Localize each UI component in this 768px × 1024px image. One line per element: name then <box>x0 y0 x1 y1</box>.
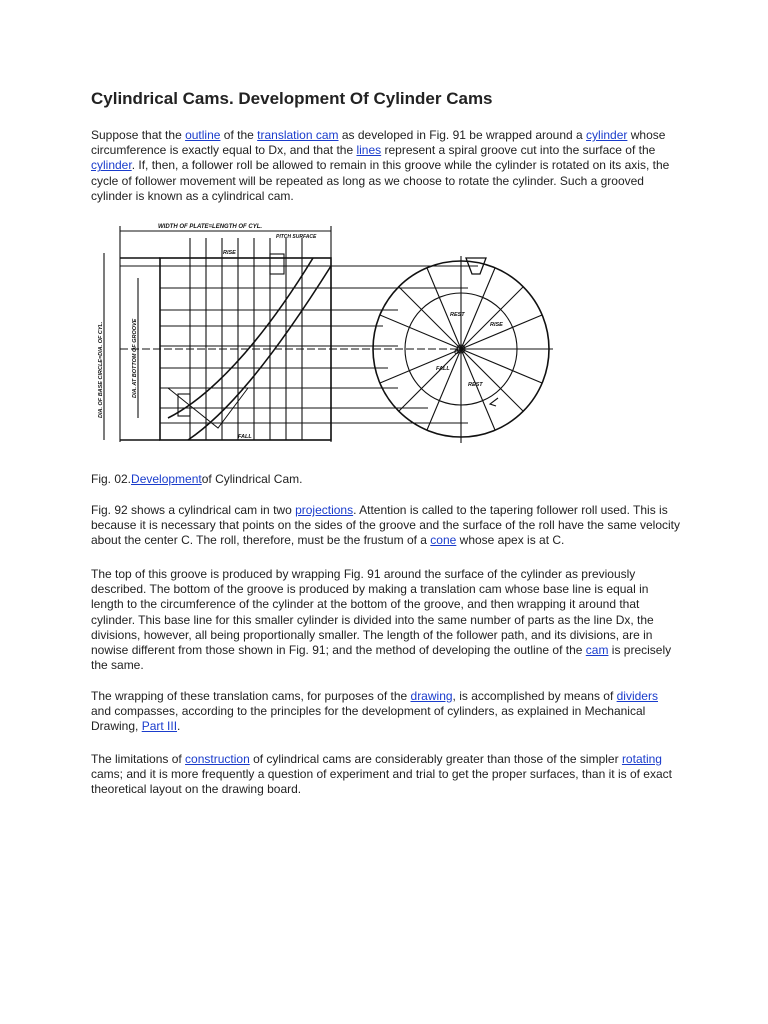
fall-label: FALL <box>238 434 252 440</box>
groove-curve-bottom <box>188 266 331 440</box>
link-construction[interactable]: construction <box>185 752 250 766</box>
link-drawing[interactable]: drawing <box>410 689 453 703</box>
rise-label-circle: RISE <box>490 322 503 328</box>
rest-label-1: REST <box>450 312 465 318</box>
caption-suffix: of Cylindrical Cam. <box>201 472 303 486</box>
radial-line <box>461 287 523 349</box>
caption-prefix: Fig. 02. <box>91 472 132 486</box>
text-run: whose apex is at C. <box>456 533 565 548</box>
text-run: is precisely the same. <box>91 643 672 673</box>
link-lines[interactable]: lines <box>356 143 382 158</box>
bottom-groove-label: DIA. AT BOTTOM OF GROOVE <box>132 318 138 398</box>
paragraph-wrapping <box>91 689 681 735</box>
paragraph-intro <box>91 128 681 204</box>
text-run: The limitations of <box>91 752 186 766</box>
text-run: , is accomplished by means of <box>452 689 617 703</box>
text-run: . Attention is called to the tapering follower roll used. This is because it is necessary that points on the sides of the groove and the surface of the roll have the same velocity about the center C. The roll, therefore, must be the frustum of a <box>91 503 681 548</box>
width-label: WIDTH OF PLATE=LENGTH OF CYL. <box>158 224 263 230</box>
page-title: Cylindrical Cams. Development Of Cylinder Cams <box>91 89 493 108</box>
text-run: . <box>177 719 181 734</box>
text-run: as developed in Fig. 91 be wrapped around a <box>338 128 587 142</box>
cam-drawing-figure <box>98 218 556 450</box>
text-run: whose circumference is exactly equal to Dx, and that the <box>91 128 666 158</box>
rotation-arrow <box>490 398 498 406</box>
text-run: The top of this groove is produced by wrapping Fig. 91 around the surface of the cylinder as previously described. The bottom of the groove is produced by making a translation cam whose base line is equal in length to the circumference of the cylinder at the bottom of the groove, and then wrapping it around that cylinder. This base line for this smaller cylinder is divided into the same number of parts as the line Dx, the divisions, however, all being proportionally smaller. The length of the follower path, and its divisions, are in nowise different from those shown in Fig. 91; and the method of developing the outline of the <box>91 567 654 658</box>
link-development[interactable]: Development <box>131 472 202 486</box>
paragraph-projections <box>91 503 681 549</box>
text-run: Suppose that the <box>91 128 186 142</box>
text-run: Fig. 92 shows a cylindrical cam in two <box>91 503 296 517</box>
link-outline[interactable]: outline <box>185 128 221 142</box>
cam-drawing-svg <box>98 218 556 450</box>
text-run: The wrapping of these translation cams, for purposes of the <box>91 689 411 703</box>
link-cam[interactable]: cam <box>585 643 609 658</box>
text-run: and compasses, according to the principles for the development of cylinders, as explained in Mechanical Drawing, <box>91 704 646 734</box>
link-part-iii[interactable]: Part III <box>141 719 178 734</box>
link-dividers[interactable]: dividers <box>616 689 658 703</box>
fall-label-circle: FALL <box>436 366 450 372</box>
text-run: of the <box>220 128 258 142</box>
text-run: represent a spiral groove cut into the surface of the <box>381 143 656 158</box>
rise-label: RISE <box>223 250 236 256</box>
rest-label-2: REST <box>468 382 483 388</box>
link-translation-cam[interactable]: translation cam <box>257 128 339 142</box>
link-cone[interactable]: cone <box>430 533 457 548</box>
radial-line <box>399 349 461 411</box>
link-cylinder-2[interactable]: cylinder <box>91 158 132 173</box>
pitch-surface-label: PITCH SURFACE <box>276 234 317 240</box>
follower-roll-top <box>270 254 284 274</box>
link-rotating[interactable]: rotating <box>621 752 662 766</box>
center-label: C <box>454 349 460 356</box>
text-run: . If, then, a follower roll be allowed to remain in this groove while the cylinder is rotated on its axis, the cycle of follower movement will be repeated as long as we choose to rotate the cylinder. Such a grooved cylinder is known as a cylindrical cam. <box>91 158 670 203</box>
paragraph-groove <box>91 567 681 673</box>
paragraph-limitations <box>91 752 681 798</box>
figure-caption <box>91 472 302 487</box>
text-run: cams; and it is more frequently a question of experiment and trial to get the proper surfaces, than it is of exact theoretical layout on the drawing board. <box>91 767 672 797</box>
link-cylinder[interactable]: cylinder <box>586 128 628 142</box>
link-projections[interactable]: projections <box>295 503 354 517</box>
radial-line <box>461 349 523 411</box>
radial-line <box>399 287 461 349</box>
base-circle-label: DIA. OF BASE CIRCLE=DIA. OF CYL. <box>98 321 104 418</box>
text-run: of cylindrical cams are considerably greater than those of the simpler <box>249 752 622 766</box>
